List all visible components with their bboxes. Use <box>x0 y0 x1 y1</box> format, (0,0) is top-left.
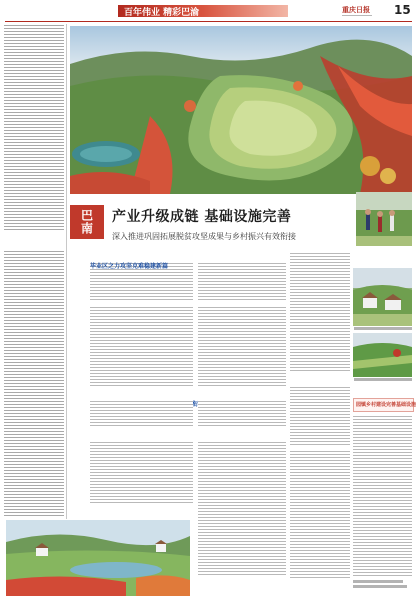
body-col-2d <box>198 441 286 577</box>
farmland-illustration <box>353 333 412 377</box>
bottom-photo <box>6 520 190 596</box>
paper-name: 重庆日报 <box>342 5 370 14</box>
side-photo-middle <box>353 268 412 326</box>
body-col-1c <box>90 400 193 426</box>
body-col-1d <box>90 441 193 503</box>
body-col-2b <box>198 306 286 386</box>
headline-main: 产业升级成链 基础设施完善 <box>112 209 292 225</box>
section-heading-1: 毕业区之力攻坚克难稳建新篇 <box>90 263 169 270</box>
section-heading-4: 园镇乡村建设完善基础设施 <box>356 402 417 408</box>
villagers-photo-illustration <box>356 192 412 246</box>
body-col-3c <box>290 386 350 446</box>
sidebar-column-top <box>4 24 64 232</box>
right-col-text <box>353 415 412 577</box>
body-col-3 <box>290 252 350 372</box>
hero-photo <box>70 26 412 194</box>
body-col-2c <box>198 400 286 426</box>
region-tag-text: 巴南 <box>79 209 94 235</box>
page-number: 15 <box>394 3 411 17</box>
side-photo-lower <box>353 333 412 377</box>
banner-title: 百年伟业 精彩巴渝 <box>124 8 200 18</box>
masthead-rule <box>5 21 412 22</box>
side-photo-top <box>356 192 412 246</box>
countryside-park-illustration <box>6 520 190 596</box>
body-col-1b <box>90 306 193 386</box>
sidebar-column-bottom <box>4 250 64 518</box>
body-col-2 <box>198 262 286 302</box>
region-tag <box>70 205 104 239</box>
masthead-bar <box>0 0 417 22</box>
terraced-hills-illustration <box>70 26 412 194</box>
section-heading-4-box <box>353 398 417 412</box>
headline-sub: 深入推进巩固拓展脱贫攻坚成果与乡村振兴有效衔接 <box>112 232 296 241</box>
village-houses-illustration <box>353 268 412 326</box>
body-col-3d <box>290 450 350 578</box>
